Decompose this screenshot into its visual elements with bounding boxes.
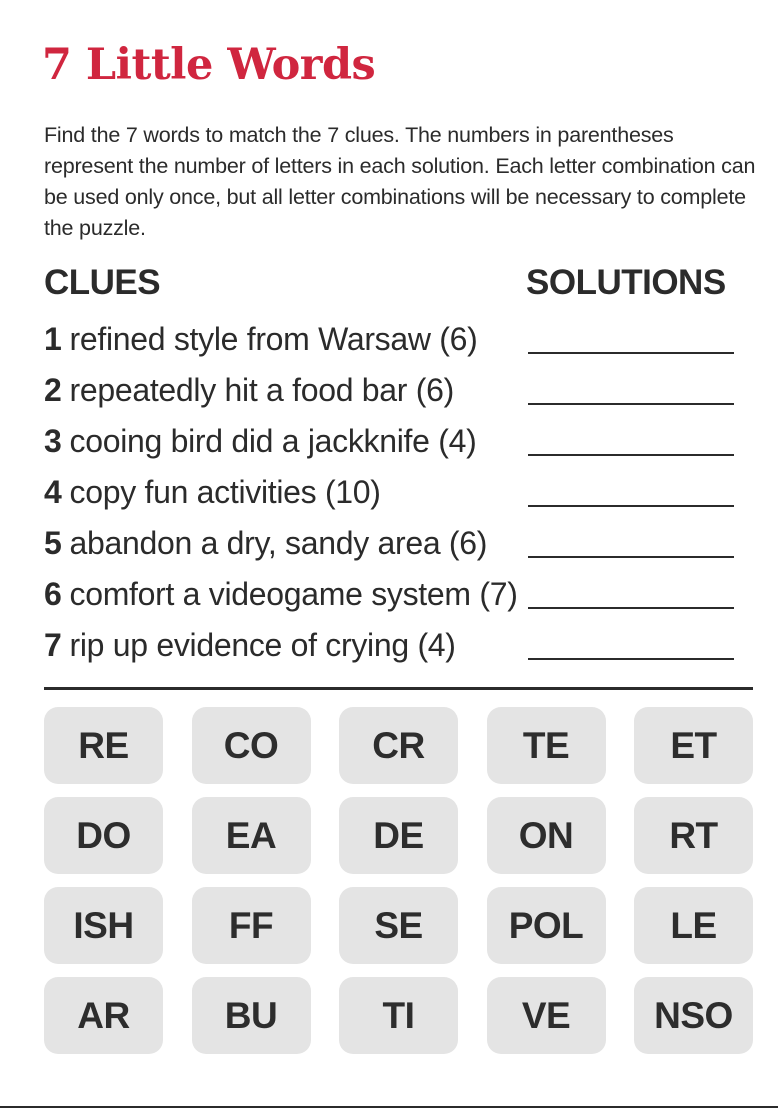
clue-row-1 (44, 314, 744, 365)
letter-tile[interactable]: VE (487, 977, 606, 1054)
clue-number: 3 (44, 423, 62, 459)
letter-tile[interactable]: BU (192, 977, 311, 1054)
solution-blank-6[interactable] (528, 607, 734, 609)
letter-tile[interactable]: RE (44, 707, 163, 784)
solution-blank-5[interactable] (528, 556, 734, 558)
letter-tile[interactable]: POL (487, 887, 606, 964)
page-title: 7 Little Words (42, 40, 376, 90)
bottom-border (0, 1106, 778, 1108)
letter-tile[interactable]: EA (192, 797, 311, 874)
letter-tile[interactable]: FF (192, 887, 311, 964)
letter-tile[interactable]: TE (487, 707, 606, 784)
clue-row-2 (44, 365, 744, 416)
clue-row-4 (44, 467, 744, 518)
clue-number: 7 (44, 627, 62, 663)
solutions-heading: SOLUTIONS (526, 263, 726, 302)
letter-tile[interactable]: DO (44, 797, 163, 874)
letter-tile[interactable]: AR (44, 977, 163, 1054)
clue-list (44, 314, 744, 671)
clue-row-5 (44, 518, 744, 569)
clue-row-7 (44, 620, 744, 671)
clue-row-3 (44, 416, 744, 467)
letter-tile[interactable]: NSO (634, 977, 753, 1054)
solution-blank-3[interactable] (528, 454, 734, 456)
letter-tile[interactable]: CO (192, 707, 311, 784)
clue-text: refined style from Warsaw (6) (69, 321, 478, 357)
clue-text: copy fun activities (10) (69, 474, 381, 510)
clue-number: 1 (44, 321, 62, 357)
clues-heading: CLUES (44, 263, 161, 302)
clue-number: 4 (44, 474, 62, 510)
clue-number: 6 (44, 576, 62, 612)
clue-number: 5 (44, 525, 62, 561)
solution-blank-4[interactable] (528, 505, 734, 507)
section-divider (44, 687, 753, 690)
solution-blank-1[interactable] (528, 352, 734, 354)
clue-text: cooing bird did a jackknife (4) (69, 423, 477, 459)
letter-tile[interactable]: TI (339, 977, 458, 1054)
letter-tile[interactable]: CR (339, 707, 458, 784)
letter-tile[interactable]: DE (339, 797, 458, 874)
letter-tile[interactable]: RT (634, 797, 753, 874)
clue-text: abandon a dry, sandy area (6) (69, 525, 488, 561)
letter-tile[interactable]: ET (634, 707, 753, 784)
letter-tile[interactable]: ON (487, 797, 606, 874)
letter-tile[interactable]: ISH (44, 887, 163, 964)
solution-blank-2[interactable] (528, 403, 734, 405)
letter-tile[interactable]: SE (339, 887, 458, 964)
solution-blank-7[interactable] (528, 658, 734, 660)
clue-row-6 (44, 569, 744, 620)
clue-text: repeatedly hit a food bar (6) (69, 372, 454, 408)
letter-tile[interactable]: LE (634, 887, 753, 964)
clue-text: rip up evidence of crying (4) (69, 627, 456, 663)
instructions-text: Find the 7 words to match the 7 clues. The numbers in parentheses represent the number of letters in each solution. Each letter combination can be used only once, but all letter combinations will be necessary to complete the puzzle. (44, 123, 756, 240)
clue-text: comfort a videogame system (7) (69, 576, 518, 612)
letter-tile-grid (44, 707, 753, 1054)
clue-number: 2 (44, 372, 62, 408)
